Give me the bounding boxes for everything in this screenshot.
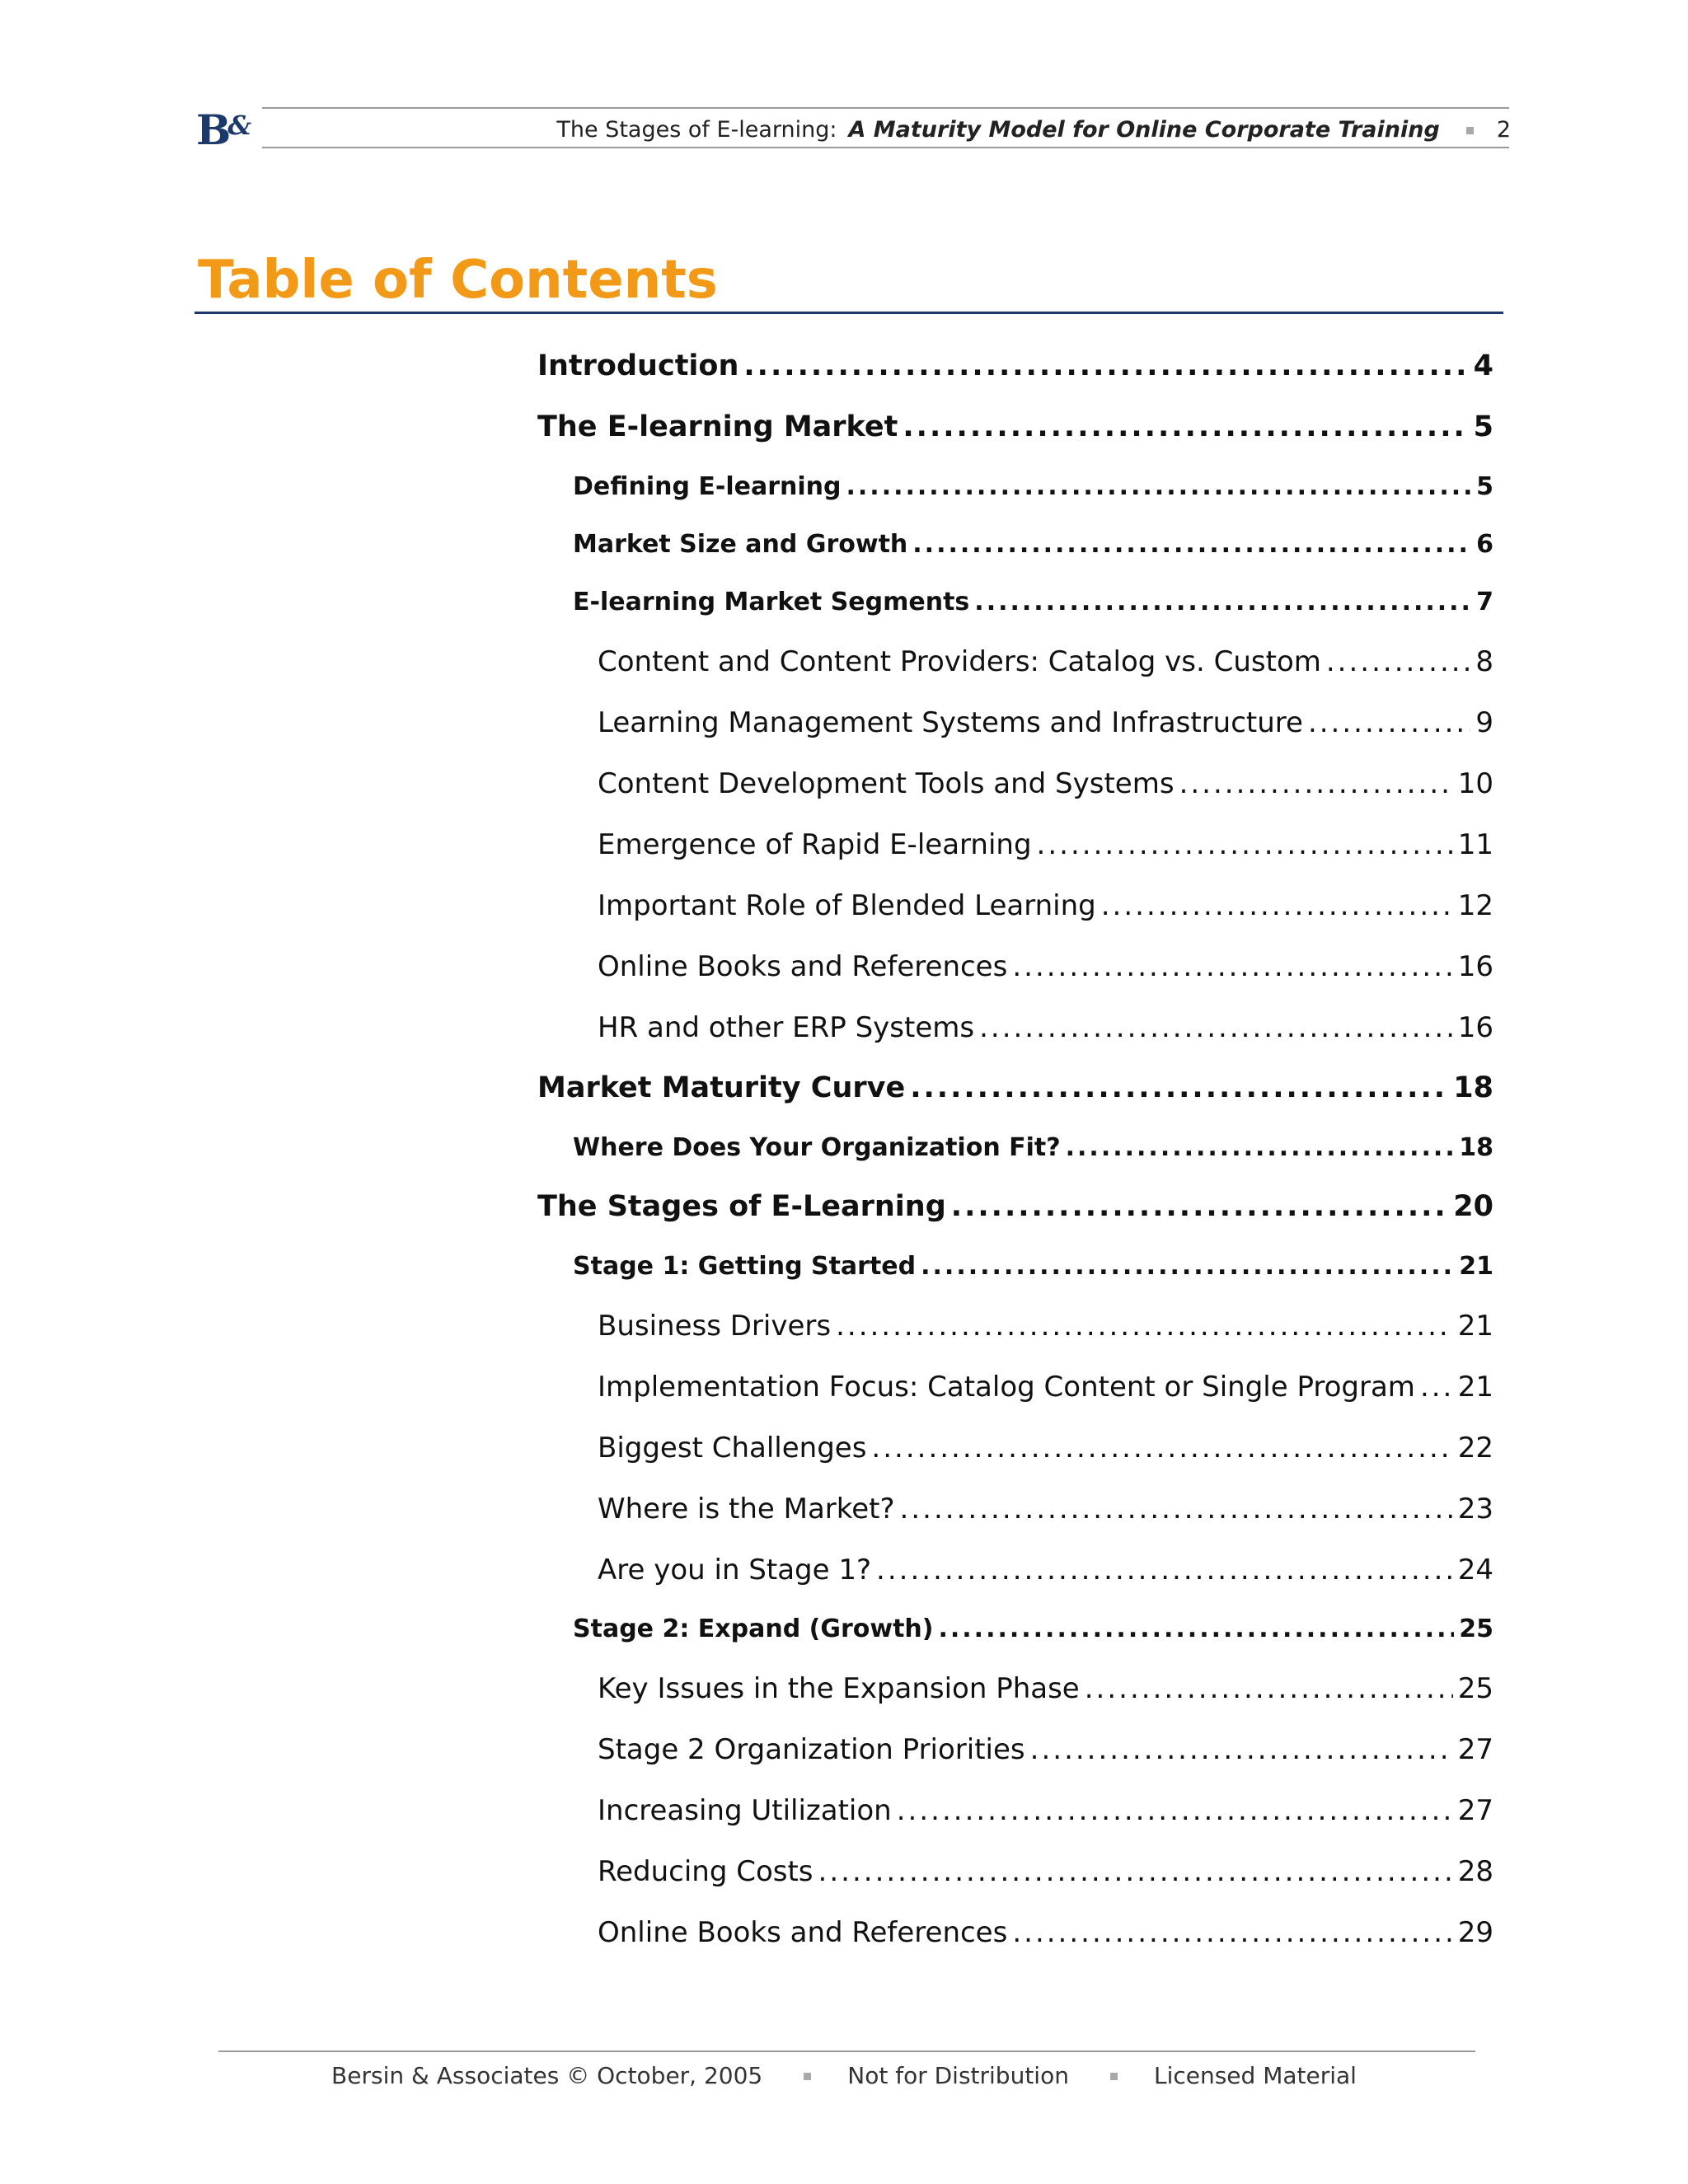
toc-dot-leader xyxy=(910,1063,1448,1113)
page-number: 2 xyxy=(1496,117,1511,143)
toc-dot-leader xyxy=(1326,636,1470,687)
toc-dot-leader xyxy=(938,1605,1454,1653)
toc-entry[interactable] xyxy=(537,941,1493,1002)
toc-entry[interactable] xyxy=(537,1663,1493,1724)
toc-entry[interactable] xyxy=(537,579,1493,636)
toc-entry-page: 16 xyxy=(1457,1011,1493,1044)
toc-dot-leader xyxy=(871,1422,1452,1474)
toc-entry-title: Important Role of Blended Learning xyxy=(598,889,1096,922)
toc-entry-page: 18 xyxy=(1453,1071,1493,1104)
doc-title: The Stages of E-learning: xyxy=(556,117,837,143)
toc-entry-page: 22 xyxy=(1457,1432,1493,1465)
toc-entry-title: Defining E-learning xyxy=(573,472,842,501)
toc-dot-leader xyxy=(974,579,1471,626)
toc-entry[interactable] xyxy=(537,697,1493,758)
toc-entry-title: The Stages of E-Learning xyxy=(537,1190,946,1223)
bullet-square-icon xyxy=(1110,2073,1118,2080)
toc-dot-leader xyxy=(1012,1907,1452,1958)
toc-entry-title: Emergence of Rapid E-learning xyxy=(598,828,1032,861)
footer-copyright: Bersin & Associates © October, 2005 xyxy=(331,2062,763,2089)
toc-entry-title: Reducing Costs xyxy=(598,1855,814,1888)
toc-entry-title: Where Does Your Organization Fit? xyxy=(573,1133,1061,1162)
toc-entry[interactable] xyxy=(537,341,1493,402)
running-header xyxy=(556,115,1511,145)
toc-dot-leader xyxy=(900,1483,1453,1535)
toc-dot-leader xyxy=(912,521,1471,569)
toc-dot-leader xyxy=(1012,941,1452,992)
toc-entry-page: 27 xyxy=(1457,1733,1493,1766)
toc-entry-title: Biggest Challenges xyxy=(598,1432,867,1465)
toc-entry-page: 7 xyxy=(1476,588,1493,616)
toc-dot-leader xyxy=(979,1002,1453,1053)
bullet-square-icon xyxy=(1466,127,1474,134)
page-title: Table of Contents xyxy=(198,250,718,311)
toc-entry-page: 18 xyxy=(1459,1133,1493,1162)
toc-dot-leader xyxy=(876,1544,1453,1596)
toc-entry-page: 25 xyxy=(1459,1615,1493,1643)
toc-entry[interactable] xyxy=(537,758,1493,819)
toc-entry-page: 11 xyxy=(1457,828,1493,861)
toc-entry-title: Learning Management Systems and Infrastructure xyxy=(598,706,1303,739)
toc-entry-title: Stage 1: Getting Started xyxy=(573,1252,917,1281)
toc-entry[interactable] xyxy=(537,1243,1493,1301)
toc-dot-leader xyxy=(921,1243,1454,1291)
toc-entry-title: Stage 2: Expand (Growth) xyxy=(573,1615,934,1643)
toc-entry-title: Market Size and Growth xyxy=(573,530,908,559)
toc-entry[interactable] xyxy=(537,636,1493,697)
toc-entry-title: Content and Content Providers: Catalog vs. Custom xyxy=(598,645,1321,678)
toc-entry-page: 5 xyxy=(1476,472,1493,501)
logo-text: B xyxy=(196,105,230,154)
toc-dot-leader xyxy=(1420,1361,1453,1413)
toc-entry-page: 20 xyxy=(1453,1190,1493,1223)
toc-entry[interactable] xyxy=(537,1724,1493,1785)
toc-dot-leader xyxy=(743,341,1468,391)
toc-entry[interactable] xyxy=(537,1785,1493,1846)
toc-entry-title: Online Books and References xyxy=(598,950,1008,983)
toc-dot-leader xyxy=(846,463,1472,511)
toc-entry-title: Content Development Tools and Systems xyxy=(598,767,1175,800)
company-logo xyxy=(196,105,251,155)
title-rule xyxy=(195,312,1503,314)
toc-entry-title: Market Maturity Curve xyxy=(537,1071,906,1104)
toc-entry-page: 24 xyxy=(1457,1554,1493,1586)
page-footer xyxy=(0,2060,1688,2092)
toc-entry-page: 28 xyxy=(1457,1855,1493,1888)
toc-entry-page: 5 xyxy=(1473,410,1493,443)
toc-entry-title: Stage 2 Organization Priorities xyxy=(598,1733,1025,1766)
toc-entry-page: 12 xyxy=(1457,889,1493,922)
toc-entry-page: 25 xyxy=(1457,1672,1493,1705)
toc-entry-title: Are you in Stage 1? xyxy=(598,1554,872,1586)
toc-entry[interactable] xyxy=(537,1063,1493,1124)
toc-entry-page: 21 xyxy=(1457,1310,1493,1343)
toc-entry[interactable] xyxy=(537,1907,1493,1968)
toc-entry-title: Implementation Focus: Catalog Content or Single Program xyxy=(598,1371,1415,1404)
toc-entry-title: Business Drivers xyxy=(598,1310,832,1343)
toc-dot-leader xyxy=(1179,758,1453,809)
footer-distribution: Not for Distribution xyxy=(847,2062,1069,2089)
toc-entry[interactable] xyxy=(537,1002,1493,1063)
toc-dot-leader xyxy=(951,1182,1449,1231)
toc-entry-title: E-learning Market Segments xyxy=(573,588,970,616)
footer-rule xyxy=(218,2050,1475,2052)
toc-entry[interactable] xyxy=(537,1301,1493,1361)
toc-dot-leader xyxy=(1085,1663,1453,1714)
toc-entry-title: HR and other ERP Systems xyxy=(598,1011,975,1044)
header-rule-bottom xyxy=(262,147,1509,148)
toc-dot-leader xyxy=(1101,880,1453,931)
toc-entry[interactable] xyxy=(537,1124,1493,1182)
toc-entry[interactable] xyxy=(537,1605,1493,1663)
toc-dot-leader xyxy=(818,1846,1453,1897)
toc-entry[interactable] xyxy=(537,1182,1493,1243)
toc-entry[interactable] xyxy=(537,463,1493,521)
toc-dot-leader xyxy=(1066,1124,1455,1172)
toc-entry[interactable] xyxy=(537,819,1493,880)
toc-dot-leader xyxy=(836,1301,1453,1352)
toc-entry[interactable] xyxy=(537,402,1493,463)
toc-entry-page: 9 xyxy=(1475,706,1493,739)
toc-entry-title: Online Books and References xyxy=(598,1916,1008,1949)
toc-entry-page: 21 xyxy=(1459,1252,1493,1281)
toc-dot-leader xyxy=(1030,1724,1453,1775)
header-rule-top xyxy=(262,107,1509,109)
toc-dot-leader xyxy=(903,402,1468,452)
toc-entry-page: 23 xyxy=(1457,1493,1493,1526)
toc-entry[interactable] xyxy=(537,880,1493,941)
toc-entry[interactable] xyxy=(537,1846,1493,1907)
toc-entry[interactable] xyxy=(537,1544,1493,1605)
toc-entry[interactable] xyxy=(537,1361,1493,1422)
toc-entry-page: 27 xyxy=(1457,1794,1493,1827)
toc-entry-page: 8 xyxy=(1475,645,1493,678)
footer-license: Licensed Material xyxy=(1153,2062,1357,2089)
toc-entry[interactable] xyxy=(537,1483,1493,1544)
bullet-square-icon xyxy=(804,2073,811,2080)
doc-subtitle: A Maturity Model for Online Corporate Training xyxy=(848,117,1440,143)
toc-entry-title: The E-learning Market xyxy=(537,410,898,443)
toc-entry-title: Increasing Utilization xyxy=(598,1794,892,1827)
toc-dot-leader xyxy=(1308,697,1470,748)
toc-entry[interactable] xyxy=(537,1422,1493,1483)
toc-dot-leader xyxy=(897,1785,1453,1836)
toc-entry-page: 21 xyxy=(1457,1371,1493,1404)
table-of-contents xyxy=(537,341,1493,1968)
toc-entry-title: Key Issues in the Expansion Phase xyxy=(598,1672,1080,1705)
toc-entry-page: 4 xyxy=(1473,349,1493,382)
toc-entry-page: 16 xyxy=(1457,950,1493,983)
logo-ampersand: & xyxy=(227,110,251,141)
toc-entry-title: Introduction xyxy=(537,349,739,382)
toc-entry-page: 6 xyxy=(1476,530,1493,559)
toc-entry-page: 10 xyxy=(1457,767,1493,800)
toc-entry-page: 29 xyxy=(1457,1916,1493,1949)
toc-entry[interactable] xyxy=(537,521,1493,579)
toc-entry-title: Where is the Market? xyxy=(598,1493,895,1526)
toc-dot-leader xyxy=(1037,819,1453,870)
